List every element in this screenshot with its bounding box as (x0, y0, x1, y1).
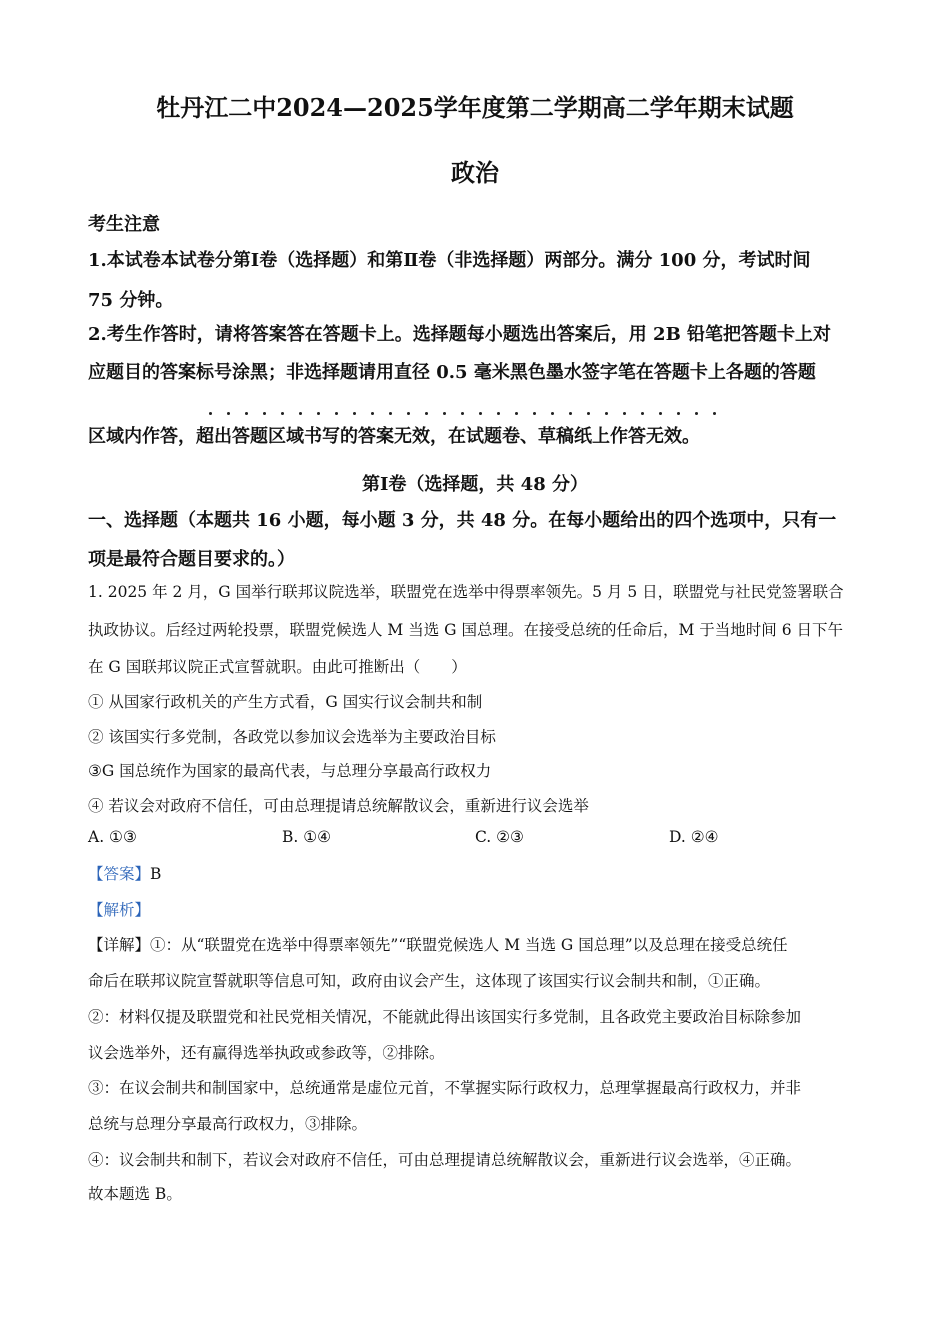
notice-line: 75 分钟。 (88, 290, 174, 311)
option-b: B. ①④ (282, 828, 332, 846)
answer-label: 【答案】 (88, 865, 151, 883)
option-a: A. ①③ (88, 828, 137, 846)
question-stem: 1. 2025 年 2 月，G 国举行联邦议院选举，联盟党在选举中得票率领先。5 月 5 日，联盟党与社民党签署联合 (88, 583, 844, 601)
exam-title: 牡丹江二中2024—2025学年度第二学期高二学年期末试题 (156, 93, 794, 122)
analysis-line: ③：在议会制共和制国家中，总统通常是虚位元首，不掌握实际行政权力，总理掌握最高行政权力，并非 (88, 1079, 802, 1097)
statement: ① 从国家行政机关的产生方式看，G 国实行议会制共和制 (88, 693, 483, 711)
analysis-line: ②：材料仅提及联盟党和社民党相关情况，不能就此得出该国实行多党制，且各政党主要政治目标除参加 (88, 1008, 802, 1026)
notice-line: 1.本试卷本试卷分第Ⅰ卷（选择题）和第Ⅱ卷（非选择题）两部分。满分 100 分，考试时间 (88, 250, 811, 271)
analysis-line: 议会选举外，还有赢得选举执政或参政等，②排除。 (88, 1044, 445, 1062)
question-stem: 在 G 国联邦议院正式宣誓就职。由此可推断出（ ） (88, 658, 467, 676)
notice-heading: 考生注意 (88, 214, 160, 235)
analysis-line: 【详解】①：从“联盟党在选举中得票率领先”“联盟党候选人 M 当选 G 国总理”以及总理在接受总统任 (88, 936, 788, 954)
section-title: 第Ⅰ卷（选择题，共 48 分） (361, 474, 588, 495)
answer-value: B (150, 865, 162, 883)
section-instruction: 项是最符合题目要求的。） (88, 549, 295, 570)
emphasis-dots (200, 412, 720, 420)
option-d: D. ②④ (669, 828, 719, 846)
answer-line (88, 862, 868, 884)
analysis-line: 命后在联邦议院宣誓就职等信息可知，政府由议会产生，这体现了该国实行议会制共和制，①正确。 (88, 972, 771, 990)
notice-line: 2.考生作答时，请将答案答在答题卡上。选择题每小题选出答案后，用 2B 铅笔把答题卡上对 (88, 324, 832, 345)
section-instruction: 一、选择题（本题共 16 小题，每小题 3 分，共 48 分。在每小题给出的四个选项中，只有一 (88, 510, 837, 531)
analysis-line: 故本题选 B。 (88, 1185, 182, 1203)
analysis-label: 【解析】 (88, 901, 151, 919)
option-c: C. ②③ (475, 828, 524, 846)
notice-line: 区域内作答，超出答题区域书写的答案无效，在试题卷、草稿纸上作答无效。 (88, 426, 700, 447)
statement: ② 该国实行多党制，各政党以参加议会选举为主要政治目标 (88, 728, 496, 746)
statement: ④ 若议会对政府不信任，可由总理提请总统解散议会，重新进行议会选举 (88, 797, 589, 815)
statement: ③G 国总统作为国家的最高代表，与总理分享最高行政权力 (88, 762, 492, 780)
question-stem: 执政协议。后经过两轮投票，联盟党候选人 M 当选 G 国总理。在接受总统的任命后，M 于当地时间 6 日下午 (88, 621, 843, 639)
subject-title: 政治 (451, 158, 499, 187)
notice-line: 应题目的答案标号涂黑；非选择题请用直径 0.5 毫米黑色墨水签字笔在答题卡上各题的答题 (88, 362, 816, 383)
analysis-line: ④：议会制共和制下，若议会对政府不信任，可由总理提请总统解散议会，重新进行议会选举，④正确。 (88, 1151, 802, 1169)
analysis-line: 总统与总理分享最高行政权力，③排除。 (88, 1115, 368, 1133)
